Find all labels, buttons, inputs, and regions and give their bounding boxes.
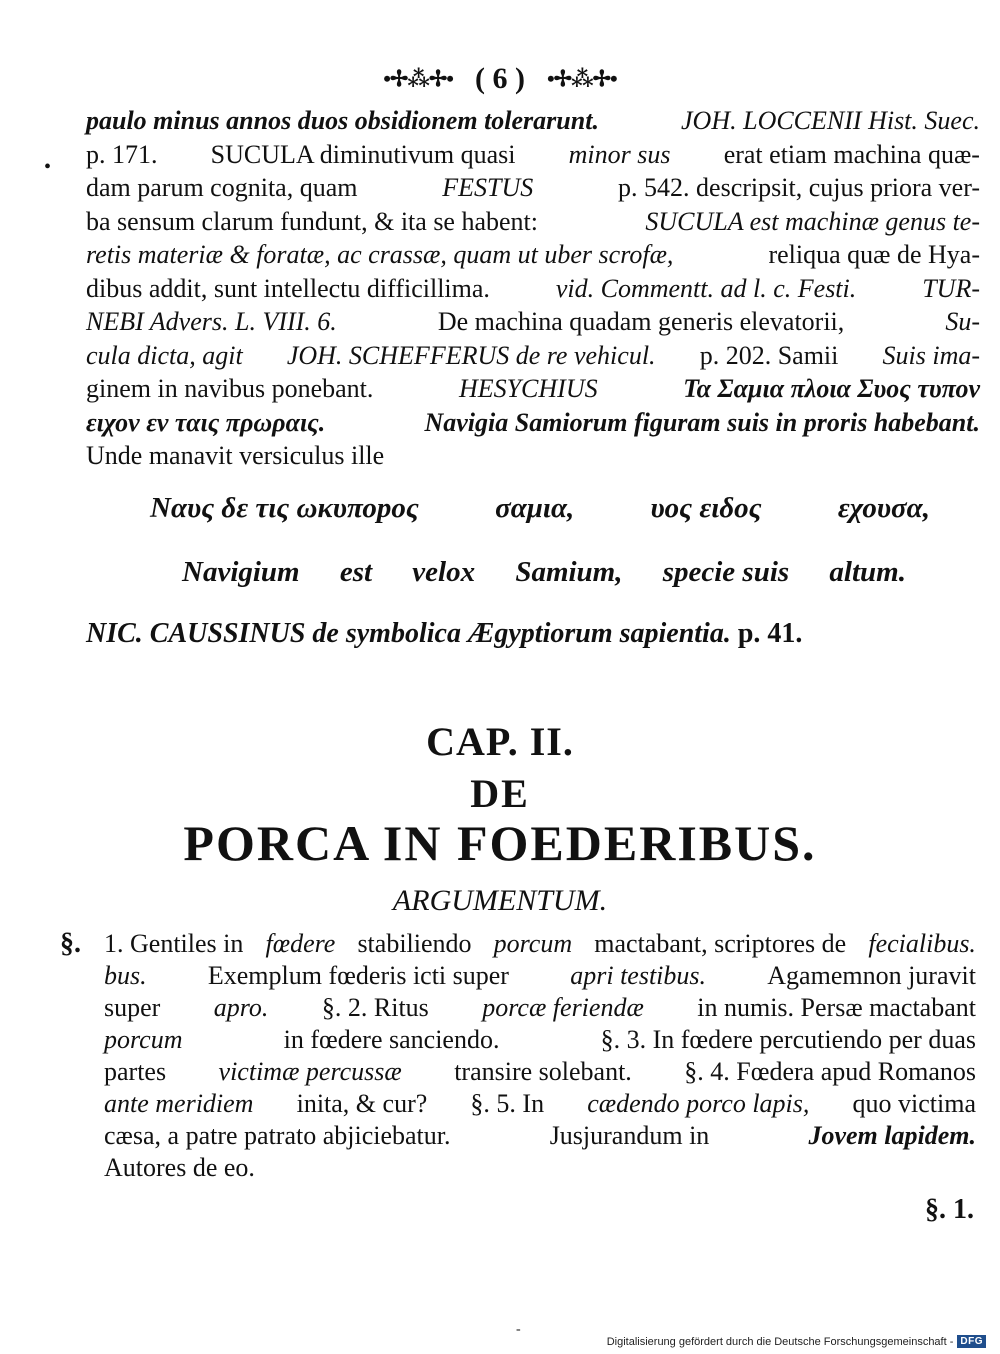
text-segment: dam parum cognita, quam xyxy=(86,173,358,202)
greek-text: ειχον εν ταις πρωραις. xyxy=(86,407,326,437)
text-segment: bus. xyxy=(104,961,147,990)
text-segment: inita, & cur? xyxy=(296,1089,428,1118)
paragraph-loccenius xyxy=(86,104,980,473)
text-segment: transire solebant. xyxy=(454,1057,632,1086)
verse-word: σαμια, xyxy=(495,492,575,524)
catchword: §. 1. xyxy=(925,1194,974,1225)
text-line xyxy=(104,1056,976,1088)
text-segment: Unde manavit versiculus ille xyxy=(86,441,385,470)
text-segment: paulo minus annos duos obsidionem tolerarunt. xyxy=(86,106,599,135)
text-segment: p. 542. descripsit, cujus priora ver- xyxy=(618,173,980,202)
text-segment: stabiliendo xyxy=(357,929,472,958)
text-segment: partes xyxy=(104,1057,167,1086)
verse-word: Navigium xyxy=(182,556,300,588)
text-segment: apro. xyxy=(213,993,269,1022)
text-segment: super xyxy=(104,993,161,1022)
text-line xyxy=(86,406,980,440)
text-line xyxy=(86,138,980,172)
author-citation: TUR- xyxy=(922,273,980,303)
text-segment: mactabant, scriptores de xyxy=(594,929,847,958)
author-citation: JOH. LOCCENII Hist. Suec. xyxy=(681,106,980,135)
text-segment: in numis. Persæ mactabant xyxy=(697,993,976,1022)
author-citation: FESTUS xyxy=(442,173,534,202)
chapter-de: DE xyxy=(470,771,530,816)
text-segment: Jovem lapidem. xyxy=(808,1121,976,1150)
text-segment: De machina quadam generis elevatorii, xyxy=(437,307,845,336)
text-segment: Autores de eo. xyxy=(104,1153,255,1182)
verse-word: est xyxy=(339,556,373,588)
verse-word: altum. xyxy=(829,556,906,588)
text-segment: ginem in navibus ponebant. xyxy=(86,374,374,403)
text-line xyxy=(86,104,980,138)
text-line xyxy=(104,992,976,1024)
text-segment: victimæ percussæ xyxy=(218,1057,402,1086)
text-segment: ba sensum clarum fundunt, & ita se habent: xyxy=(86,206,539,236)
verse-word: υος ειδος xyxy=(650,492,762,524)
text-segment: apri testibus. xyxy=(570,961,707,990)
text-line xyxy=(104,1024,976,1056)
ornament-left: •✢⁂✢• xyxy=(383,66,453,91)
page-number: ( 6 ) xyxy=(475,62,525,95)
text-segment: Navigia Samiorum figuram suis in proris habebant. xyxy=(424,407,980,437)
dfg-logo: DFG xyxy=(957,1335,986,1348)
latin-verse xyxy=(182,556,906,589)
text-line xyxy=(104,928,976,960)
text-line xyxy=(86,339,980,373)
text-line xyxy=(86,272,980,306)
page-header xyxy=(0,62,1000,96)
text-segment: cula dicta, agit xyxy=(86,340,243,370)
text-line xyxy=(86,171,980,205)
text-segment: SUCULA est machinæ genus te- xyxy=(645,206,980,236)
text-segment: Jusjurandum in xyxy=(549,1121,710,1150)
text-segment: p. 202. Samii xyxy=(699,340,839,370)
text-segment: porcum xyxy=(493,929,573,958)
text-segment: §. 2. Ritus xyxy=(321,993,429,1022)
chapter-number: CAP. II. xyxy=(426,719,574,764)
footer-dash: - xyxy=(516,1322,521,1337)
section-mark: §. xyxy=(60,928,81,959)
text-segment: Exemplum fœderis icti super xyxy=(207,961,509,990)
text-segment: in fœdere sanciendo. xyxy=(283,1025,500,1054)
text-segment: p. 171. xyxy=(86,139,158,169)
greek-verse xyxy=(150,492,930,525)
text-segment: fœdere xyxy=(265,929,336,958)
text-line xyxy=(86,205,980,239)
text-segment: porcæ feriendæ xyxy=(482,993,644,1022)
text-segment: 1. Gentiles in xyxy=(104,929,244,958)
text-segment: reliqua quæ de Hya- xyxy=(768,240,980,269)
footer-text: Digitalisierung gefördert durch die Deutsche Forschungsgemeinschaft - xyxy=(606,1335,954,1348)
text-segment: SUCULA diminutivum quasi xyxy=(210,139,516,169)
text-segment: Agamemnon juravit xyxy=(767,961,976,990)
text-segment: §. 4. Fœdera apud Romanos xyxy=(684,1057,976,1086)
chapter-title: PORCA IN FOEDERIBUS. xyxy=(183,815,817,871)
author-citation: HESYCHIUS xyxy=(458,374,598,403)
text-segment: NEBI Advers. L. VIII. 6. xyxy=(86,307,337,336)
text-segment: quo victima xyxy=(852,1089,976,1118)
text-segment: minor sus xyxy=(568,139,671,169)
verse-word: velox xyxy=(412,556,476,588)
verse-word: εχουσα, xyxy=(837,492,930,524)
text-line xyxy=(104,1088,976,1120)
greek-text: Τα Σαμια πλοια Συος τυπον xyxy=(683,374,980,403)
text-segment: erat etiam machina quæ- xyxy=(723,139,980,169)
argumentum-heading: ARGUMENTUM. xyxy=(392,884,608,917)
text-segment: §. 3. In fœdere percutiendo per duas xyxy=(600,1025,976,1054)
text-segment: porcum xyxy=(104,1025,183,1054)
text-segment: cædendo porco lapis, xyxy=(587,1089,810,1118)
caussinus-reference xyxy=(86,618,802,650)
verse-word: Ναυς δε τις ωκυποpος xyxy=(150,492,419,524)
verse-word: specie suis xyxy=(662,556,790,588)
text-line xyxy=(104,1120,976,1152)
author-citation: JOH. SCHEFFERUS de re vehicul. xyxy=(286,340,656,370)
digitization-footer xyxy=(607,1335,986,1348)
text-segment: retis materiæ & foratæ, ac crassæ, quam ut uber scrofæ, xyxy=(86,240,674,269)
text-segment: dibus addit, sunt intellectu difficillima. xyxy=(86,273,490,303)
text-segment: ante meridiem xyxy=(104,1089,254,1118)
text-segment: §. 5. In xyxy=(470,1089,545,1118)
text-line xyxy=(86,372,980,406)
text-line xyxy=(104,1152,976,1184)
text-line xyxy=(86,238,980,272)
text-segment: vid. Commentt. ad l. c. Festi. xyxy=(555,273,857,303)
text-segment: cæsa, a patre patrato abjiciebatur. xyxy=(104,1121,451,1150)
text-segment: Su- xyxy=(945,307,980,336)
text-segment: fecialibus. xyxy=(868,929,976,958)
ornament-right: •✢⁂✢• xyxy=(546,66,617,91)
reference-page: p. 41. xyxy=(737,618,803,649)
text-line xyxy=(86,305,980,339)
argument-paragraph xyxy=(104,928,976,1184)
reference-text: NIC. CAUSSINUS de symbolica Ægyptiorum sapientia. xyxy=(86,618,731,649)
verse-word: Samium, xyxy=(515,556,623,588)
margin-bullet: • xyxy=(44,156,52,178)
text-line xyxy=(86,439,980,473)
text-line xyxy=(104,960,976,992)
text-segment: Suis ima- xyxy=(882,340,980,370)
